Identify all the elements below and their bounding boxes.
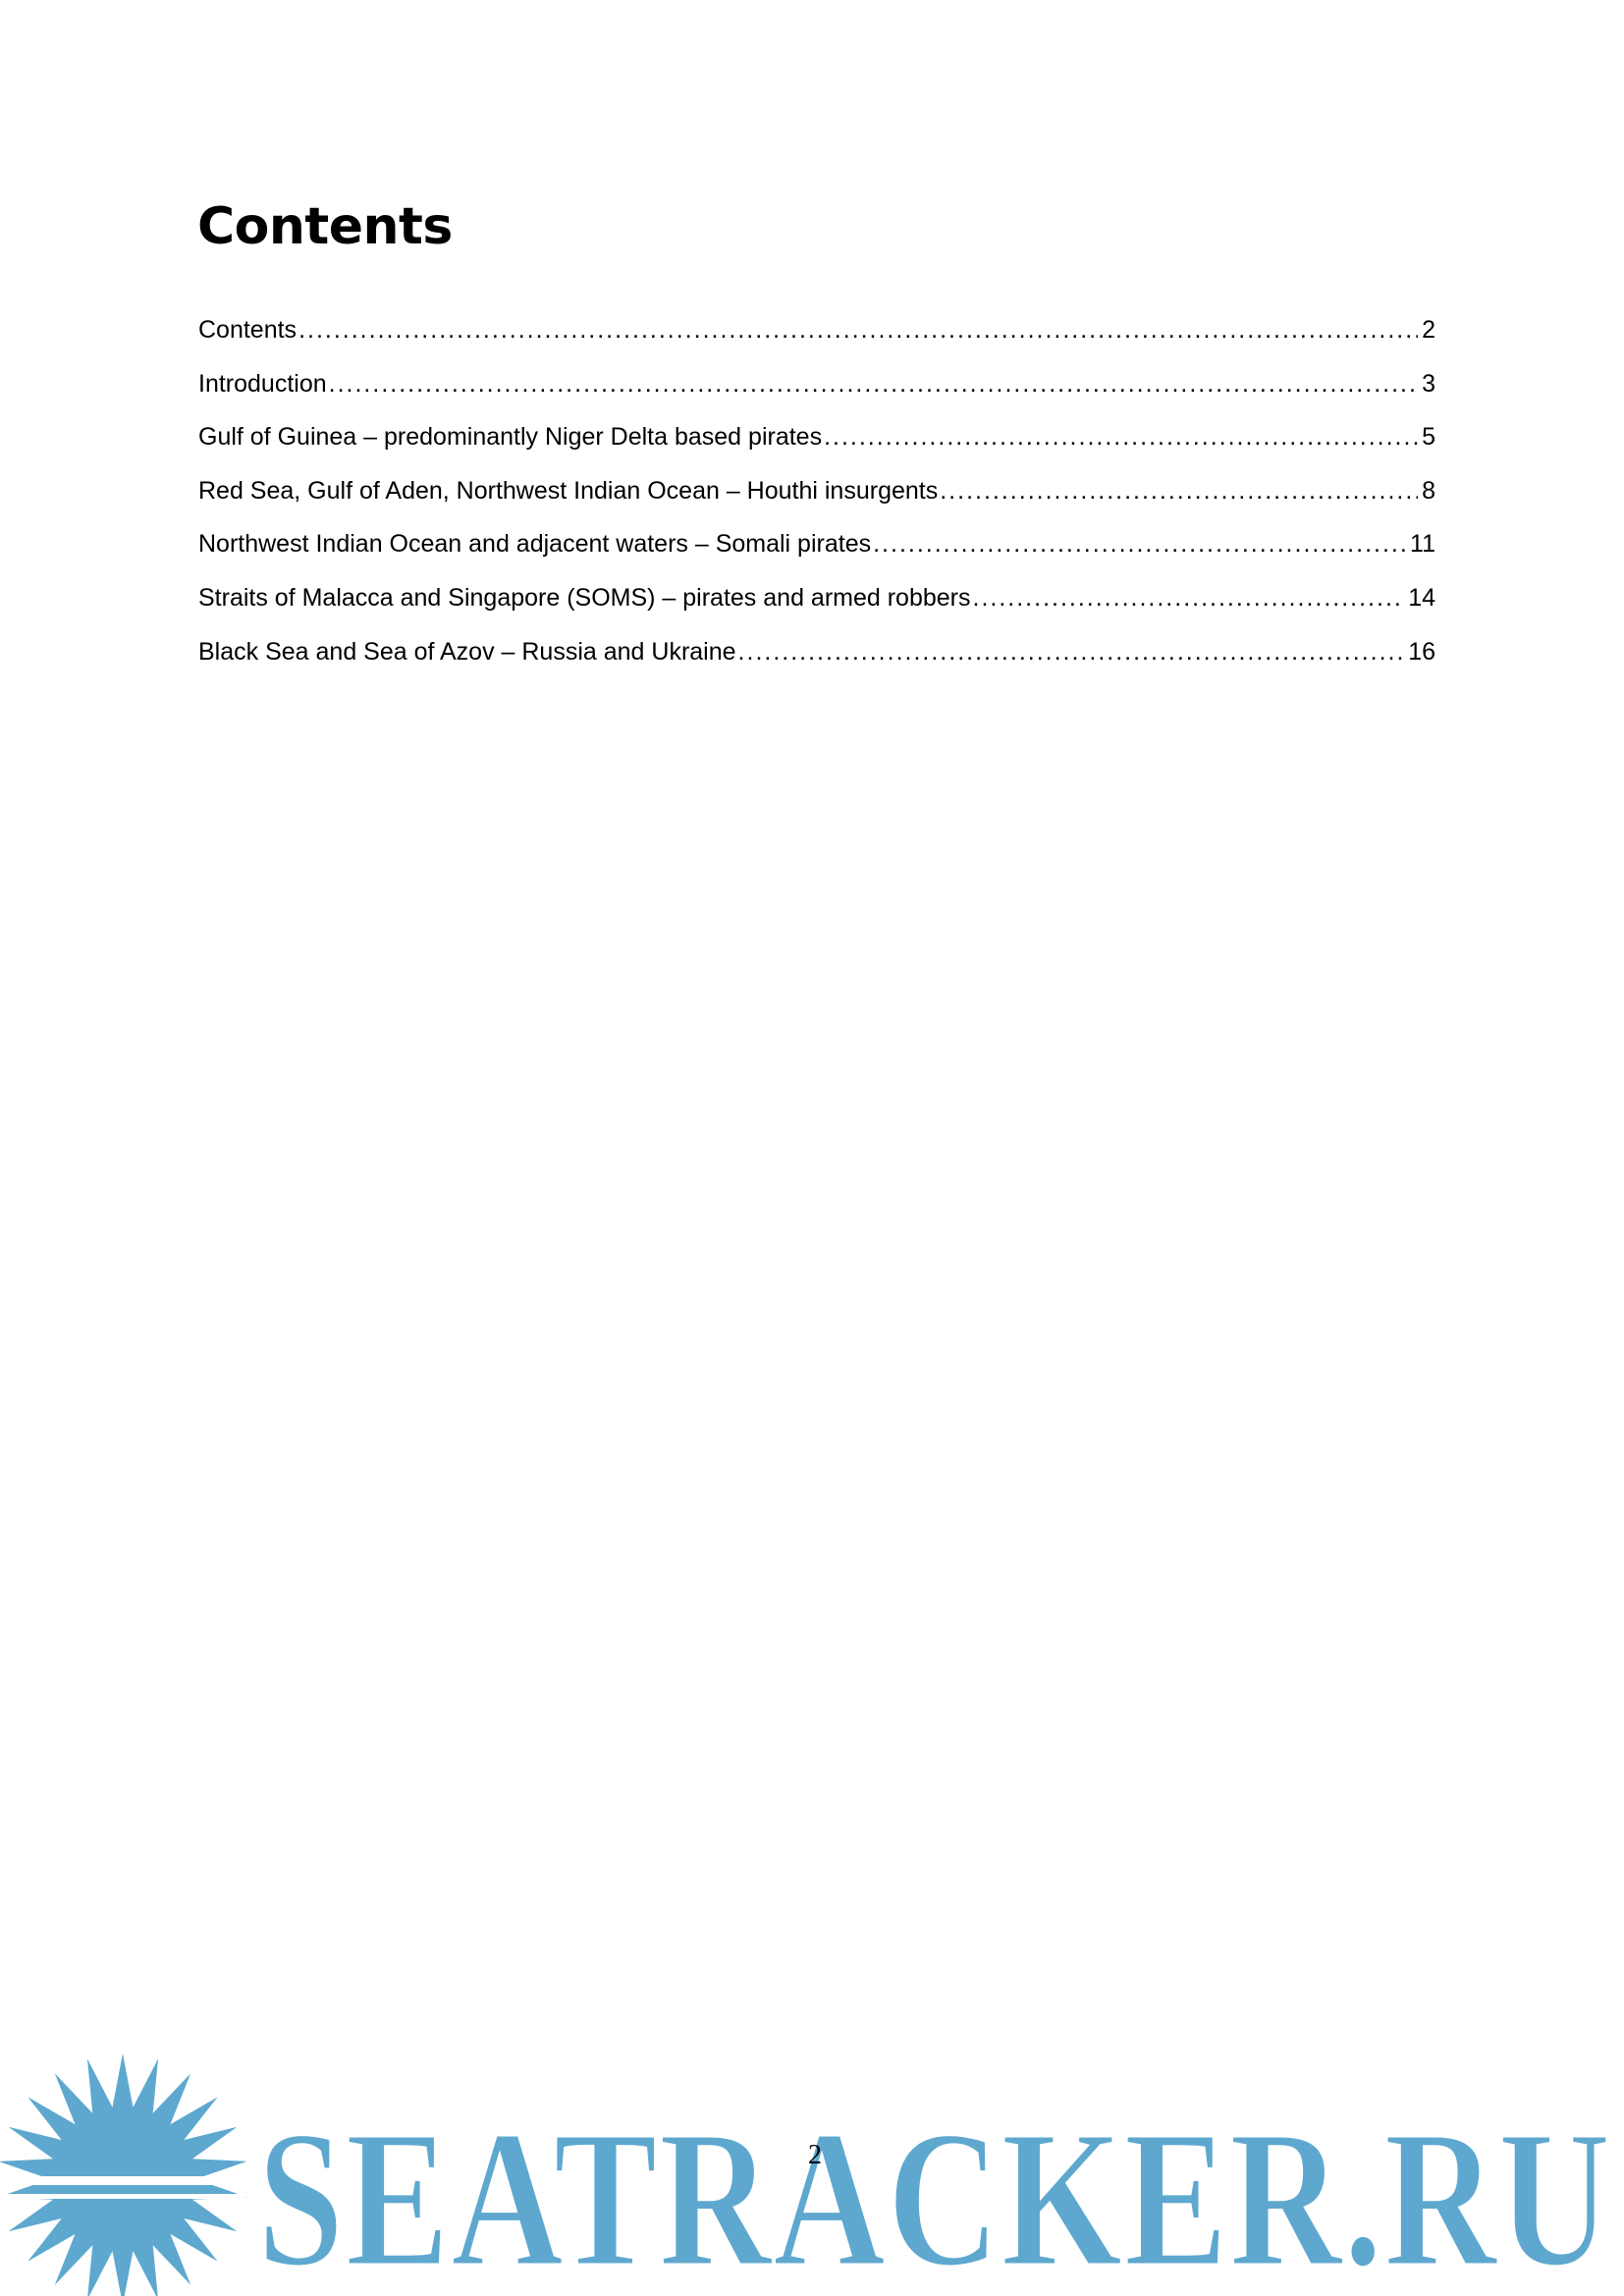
toc-entry-page: 2 — [1422, 316, 1435, 344]
toc-dot-leader — [873, 526, 1406, 561]
toc-entry-straits-of-malacca[interactable] — [198, 580, 1435, 634]
toc-entry-label: Black Sea and Sea of Azov – Russia and Ukraine — [198, 637, 736, 666]
toc-entry-page: 14 — [1408, 583, 1435, 612]
toc-entry-page: 5 — [1422, 423, 1435, 452]
toc-dot-leader — [329, 366, 1418, 401]
toc-dot-leader — [824, 419, 1418, 454]
toc-entry-label: Contents — [198, 316, 298, 344]
toc-entry-red-sea[interactable] — [198, 473, 1435, 527]
toc-entry-page: 8 — [1422, 476, 1435, 505]
toc-entry-contents[interactable] — [198, 312, 1435, 366]
toc-entry-label: Red Sea, Gulf of Aden, Northwest Indian Ocean – Houthi insurgents — [198, 476, 939, 505]
toc-dot-leader — [973, 580, 1405, 615]
toc-dot-leader — [940, 473, 1418, 508]
sun-over-sea-icon — [0, 2054, 247, 2296]
watermark-text: SEATRACKER.RU — [257, 2091, 1612, 2296]
toc-entry-black-sea[interactable] — [198, 634, 1435, 688]
toc-entry-label: Northwest Indian Ocean and adjacent waters – Somali pirates — [198, 530, 872, 559]
toc-entry-northwest-indian-ocean[interactable] — [198, 526, 1435, 580]
page-number: 2 — [808, 2140, 822, 2170]
toc-dot-leader — [738, 634, 1405, 669]
toc-entry-gulf-of-guinea[interactable] — [198, 419, 1435, 473]
toc-entry-label: Gulf of Guinea – predominantly Niger Delta based pirates — [198, 423, 823, 452]
toc-dot-leader — [298, 312, 1418, 347]
toc-entry-label: Introduction — [198, 369, 327, 398]
toc-entry-page: 16 — [1408, 637, 1435, 666]
watermark — [0, 2047, 1624, 2296]
toc-entry-page: 3 — [1422, 369, 1435, 398]
table-of-contents — [198, 312, 1435, 687]
toc-entry-label: Straits of Malacca and Singapore (SOMS) – pirates and armed robbers — [198, 583, 971, 612]
toc-entry-page: 11 — [1410, 530, 1435, 559]
toc-entry-introduction[interactable] — [198, 366, 1435, 420]
toc-heading: Contents — [197, 197, 453, 256]
